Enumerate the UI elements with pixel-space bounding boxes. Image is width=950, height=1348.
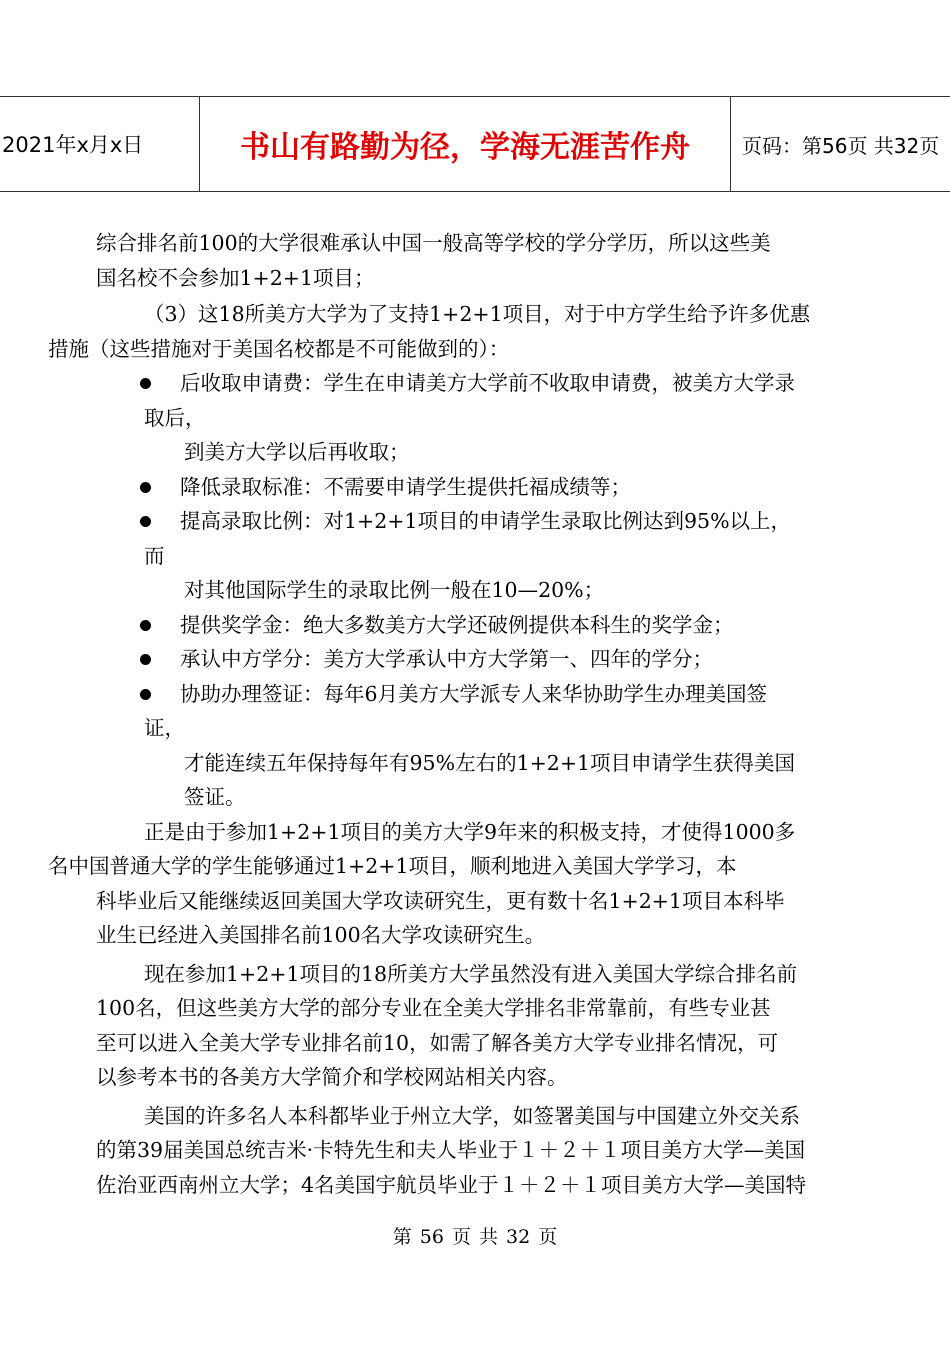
- text-line: 而: [144, 543, 165, 568]
- text-line: 正是由于参加1+2+1项目的美方大学9年来的积极支持，才使得1000多: [144, 819, 796, 844]
- text-line: （3）这18所美方大学为了支持1+2+1项目，对于中方学生给予许多优惠: [144, 302, 811, 326]
- text-line: 取后，: [144, 405, 206, 430]
- text-line: 国名校不会参加1+2+1项目；: [96, 265, 375, 290]
- document-body: [48, 226, 854, 1202]
- text-line: 协助办理签证：每年6月美方大学派专人来华协助学生办理美国签: [180, 681, 768, 706]
- bullet-item: [96, 470, 854, 505]
- bullet-icon: [140, 689, 151, 700]
- bullet-icon: [140, 516, 151, 527]
- header-motto: 书山有路勤为径，学海无涯苦作舟: [200, 97, 731, 191]
- bullet-item: [96, 677, 854, 712]
- text-line: 的第39届美国总统吉米·卡特先生和夫人毕业于１＋２＋１项目美方大学—美国: [96, 1138, 806, 1162]
- bullet-icon: [140, 378, 151, 389]
- bullet-item: [96, 366, 854, 401]
- text-line: 综合排名前100的大学很难承认中国一般高等学校的学分学历，所以这些美: [96, 231, 771, 255]
- paragraph-2: [48, 297, 854, 366]
- bullet-icon: [140, 482, 151, 493]
- text-line: 签证。: [184, 785, 246, 809]
- text-line: 业生已经进入美国排名前100名大学攻读研究生。: [96, 923, 546, 947]
- text-line: 证，: [144, 716, 185, 740]
- text-line: 以参考本书的各美方大学简介和学校网站相关内容。: [96, 1065, 568, 1089]
- text-line: 至可以进入全美大学专业排名前10，如需了解各美方大学专业排名情况，可: [96, 1030, 779, 1055]
- text-line: 后收取申请费：学生在申请美方大学前不收取申请费，被美方大学录: [180, 371, 795, 395]
- text-line: 降低录取标准：不需要申请学生提供托福成绩等；: [180, 474, 631, 499]
- bullet-icon: [140, 654, 151, 665]
- bullet-item: [96, 642, 854, 677]
- text-line: 提供奖学金：绝大多数美方大学还破例提供本科生的奖学金；: [180, 612, 734, 637]
- text-line: 科毕业后又能继续返回美国大学攻读研究生，更有数十名1+2+1项目本科毕: [96, 888, 785, 913]
- text-line: 名中国普通大学的学生能够通过1+2+1项目，顺利地进入美国大学学习，本: [48, 854, 737, 878]
- paragraph-1: [96, 226, 854, 295]
- bullet-icon: [140, 620, 151, 631]
- text-line: 美国的许多名人本科都毕业于州立大学，如签署美国与中国建立外交关系: [144, 1103, 800, 1128]
- bullet-item: [96, 608, 854, 643]
- page-header: [0, 96, 950, 192]
- header-date: 2021年x月x日: [0, 97, 200, 191]
- paragraph-4: [96, 957, 854, 1095]
- text-line: 到美方大学以后再收取；: [184, 440, 410, 464]
- text-line: 承认中方学分：美方大学承认中方大学第一、四年的学分；: [180, 647, 713, 671]
- paragraph-3: [48, 815, 854, 953]
- text-line: 现在参加1+2+1项目的18所美方大学虽然没有进入美国大学综合排名前: [144, 961, 798, 986]
- paragraph-5: [96, 1099, 854, 1203]
- text-line: 佐治亚西南州立大学；4名美国宇航员毕业于１＋２＋１项目美方大学—美国特: [96, 1172, 807, 1197]
- bullet-item: [96, 504, 854, 539]
- text-line: 100名，但这些美方大学的部分专业在全美大学排名非常靠前，有些专业甚: [96, 996, 771, 1020]
- header-page-info: 页码：第56页 共32页: [742, 133, 940, 158]
- text-line: 提高录取比例：对1+2+1项目的申请学生录取比例达到95%以上，: [180, 509, 792, 533]
- text-line: 措施（这些措施对于美国名校都是不可能做到的）：: [48, 336, 510, 361]
- page-footer: 第 56 页 共 32 页: [392, 1226, 558, 1248]
- text-line: 对其他国际学生的录取比例一般在10—20%；: [184, 578, 605, 602]
- text-line: 才能连续五年保持每年有95%左右的1+2+1项目申请学生获得美国: [184, 750, 796, 775]
